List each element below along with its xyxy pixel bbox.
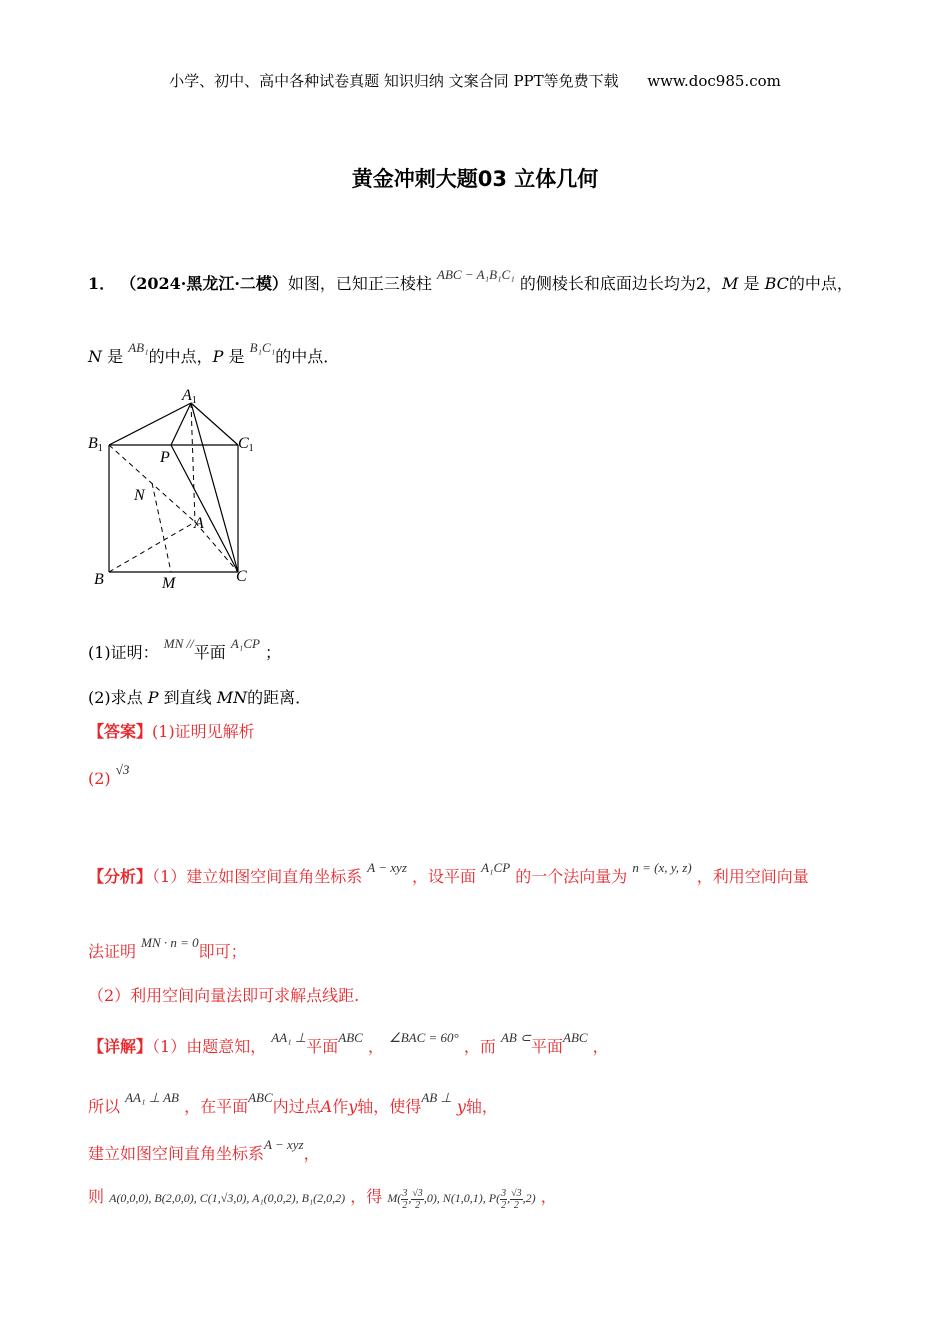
question-text: 是 (228, 347, 245, 366)
math-abc: ABC (563, 1030, 588, 1045)
detail-text: ， (540, 1187, 557, 1206)
label-m: M (162, 575, 176, 592)
label-c1: C1 (238, 435, 254, 454)
detail-text: （1）由题意知， (152, 1037, 267, 1056)
math-aa1-perp: AA₁ ⊥ (271, 1030, 307, 1045)
question-text: 如图，已知正三棱柱 (287, 274, 432, 293)
question-text: 的距离． (247, 688, 312, 707)
answer-part-2: (2) (88, 769, 111, 788)
answer-tag: 【答案】 (88, 722, 153, 741)
question-number: 1． (88, 274, 116, 293)
question-text: 是 (107, 347, 124, 366)
math-mn-parallel: MN // (163, 636, 194, 651)
page-header (0, 70, 950, 91)
math-var: N (88, 347, 102, 366)
question-text: 是 (743, 274, 760, 293)
page-title: 黄金冲刺大题03 立体几何 (351, 167, 599, 191)
math-var: P (212, 347, 224, 366)
analysis-text: 的一个法向量为 (515, 867, 628, 886)
analysis-text: （1）建立如图空间直角坐标系 (152, 867, 363, 886)
edge-b1a1 (109, 403, 191, 445)
label-a: A (194, 515, 204, 532)
math-plane: A₁CP (481, 860, 511, 875)
math-ab-subset: AB ⊂ (500, 1030, 531, 1045)
detail-text: 轴，使得 (357, 1097, 422, 1116)
answer-part-1: (1)证明见解析 (152, 722, 255, 741)
analysis-text: ，设平面 (411, 867, 476, 886)
math-var: y (348, 1097, 358, 1116)
label-c: C (236, 568, 247, 585)
question-text: 平面 (193, 643, 226, 662)
detail-text: ， (592, 1037, 609, 1056)
detail-tag: 【详解】 (88, 1037, 153, 1056)
question-text: (2)求点 (88, 688, 143, 707)
label-n: N (134, 487, 145, 504)
question-text: 的侧棱长和底面边长均为2， (519, 274, 723, 293)
detail-line-1 (88, 1030, 609, 1057)
detail-text: 内过点 (272, 1097, 321, 1116)
math-ab1: AB₁ (128, 340, 149, 355)
label-b1: B1 (88, 435, 103, 454)
question-text: ； (265, 643, 282, 662)
math-var: A (320, 1097, 333, 1116)
detail-text: ，而 (463, 1037, 496, 1056)
detail-text: 建立如图空间直角坐标系 (88, 1144, 265, 1163)
edge-a1c (191, 403, 238, 572)
analysis-line-2 (88, 935, 247, 962)
header-url[interactable]: www.doc985.com (647, 72, 781, 90)
math-prism: ABC − A₁B₁C₁ (437, 267, 515, 282)
math-var: M (722, 274, 739, 293)
math-b1c1: B₁C₁ (249, 340, 276, 355)
detail-line-4 (88, 1184, 557, 1211)
question-source: （2024·黑龙江·二模） (120, 274, 288, 293)
math-aa1-perp-ab: AA₁ ⊥ AB (125, 1090, 179, 1105)
math-points: A(0,0,0), B(2,0,0), C(1,√3,0), A₁(0,0,2), B₁(2,0,2) (109, 1191, 346, 1205)
part-1 (88, 636, 281, 663)
analysis-text: ，利用空间向量 (696, 867, 809, 886)
detail-text: ，得 (350, 1187, 383, 1206)
question-text: 的中点， (148, 347, 213, 366)
analysis-text: 法证明 (88, 942, 137, 961)
question-line-1 (88, 267, 853, 294)
math-var: y (456, 1097, 466, 1116)
detail-text: 则 (88, 1187, 105, 1206)
question-line-2 (88, 340, 339, 367)
math-ab-perp: AB ⊥ (421, 1090, 452, 1105)
math-coord: A − xyz (367, 860, 407, 875)
detail-text: 作 (332, 1097, 349, 1116)
edge-pc (171, 445, 238, 572)
analysis-line-1 (88, 860, 809, 887)
label-p: P (160, 449, 170, 466)
analysis-line-3 (88, 983, 359, 1006)
math-angle: ∠BAC = 60° (389, 1030, 459, 1045)
math-var: MN (216, 688, 248, 707)
answer-line-1 (88, 719, 255, 742)
math-plane: A₁CP (230, 636, 260, 651)
question-text: 的中点， (788, 274, 853, 293)
math-mnp-coords: M( $\frac{3}{2}$ , $\frac{√3}{2}$ ,0), N(1,0,1), P( $\frac{3}{2}$ , $\frac{√3}{2}$ ,2) (387, 1187, 536, 1211)
detail-line-2 (88, 1090, 498, 1117)
analysis-text: （2）利用空间向量法即可求解点线距. (88, 986, 360, 1005)
math-dot: MN · n = 0 (141, 935, 199, 950)
math-abc: ABC (248, 1090, 273, 1105)
edge-a1c1 (191, 403, 238, 445)
edge-aa1 (191, 403, 195, 522)
label-a1: A1 (182, 387, 197, 406)
segment-mn (152, 483, 171, 572)
math-var: P (147, 688, 159, 707)
math-normal: n = (x, y, z) (632, 860, 692, 875)
detail-text: ，在平面 (184, 1097, 249, 1116)
detail-text: 所以 (88, 1097, 121, 1116)
question-text: 到直线 (163, 688, 212, 707)
detail-text: ， (303, 1144, 320, 1163)
edge-ab (109, 522, 195, 572)
analysis-text: 即可； (198, 942, 247, 961)
analysis-tag: 【分析】 (88, 867, 153, 886)
detail-text: 平面 (306, 1037, 339, 1056)
edge-a1p (171, 403, 191, 445)
prism-figure (82, 382, 282, 592)
label-b: B (94, 571, 104, 588)
detail-text: 平面 (530, 1037, 563, 1056)
math-abc: ABC (338, 1030, 363, 1045)
math-coord: A − xyz (264, 1137, 304, 1152)
question-text: 的中点． (275, 347, 340, 366)
question-text: (1)证明： (88, 643, 159, 662)
detail-text: 轴， (465, 1097, 498, 1116)
part-2 (88, 685, 311, 708)
math-var: BC (764, 274, 789, 293)
math-sqrt3: √3 (115, 762, 130, 777)
detail-text: ， (367, 1037, 384, 1056)
detail-line-3 (88, 1137, 320, 1164)
answer-line-2 (88, 762, 129, 788)
header-text: 小学、初中、高中各种试卷真题 知识归纳 文案合同 PPT等免费下载 (169, 72, 619, 90)
